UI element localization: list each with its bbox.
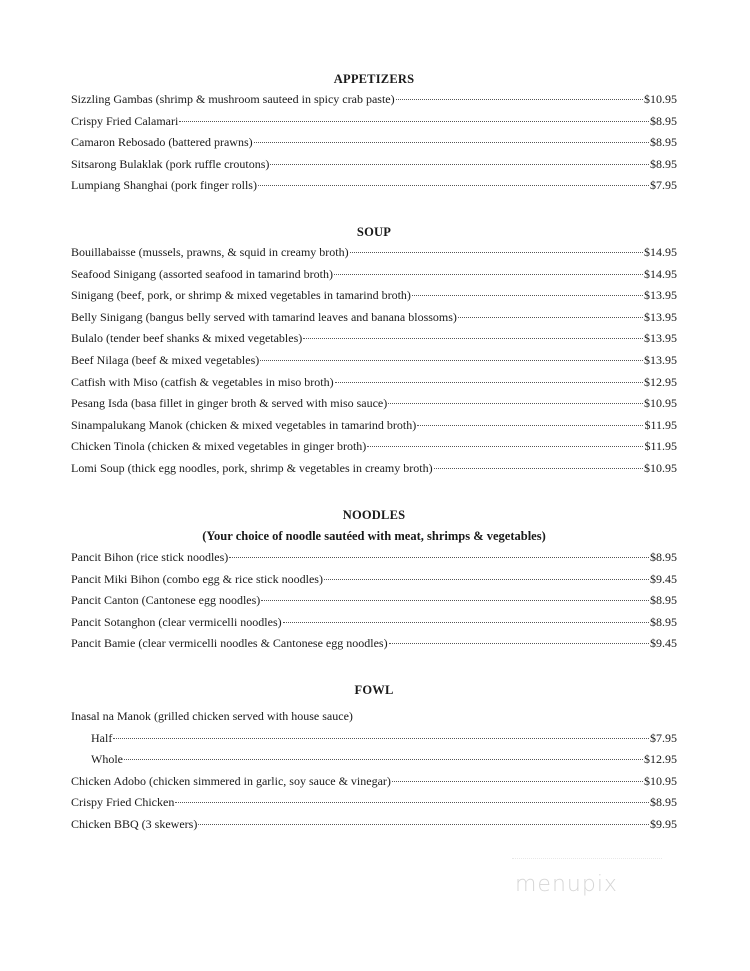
section-subtitle: (Your choice of noodle sautéed with meat, shrimps & vegetables) (202, 529, 546, 543)
item-name: Inasal na Manok (grilled chicken served with house sauce) (71, 709, 353, 723)
menu-item-variant (71, 749, 677, 771)
dot-leader (260, 360, 643, 361)
menu-item (71, 328, 677, 350)
menu-item (71, 792, 677, 814)
item-price: $8.95 (650, 795, 677, 810)
menu-item (71, 458, 677, 480)
item-name: Pancit Canton (Cantonese egg noodles) (71, 593, 261, 608)
dot-leader (254, 142, 649, 143)
item-price: $8.95 (650, 593, 677, 608)
item-name: Crispy Fried Calamari (71, 113, 179, 128)
item-name: Whole (91, 752, 123, 767)
item-price: $12.95 (644, 374, 677, 389)
item-name: Sizzling Gambas (shrimp & mushroom sauteed in spicy crab paste) (71, 92, 395, 106)
item-name: Sinampalukang Manok (chicken & mixed vegetables in tamarind broth) (71, 417, 417, 432)
item-price: $8.95 (650, 156, 677, 171)
dot-leader (324, 579, 649, 580)
menu-item (71, 242, 677, 264)
item-price: $10.95 (644, 773, 677, 788)
dot-leader (335, 382, 643, 383)
item-name: Crispy Fried Chicken (71, 795, 175, 810)
item-name: Bulalo (tender beef shanks & mixed vegetables) (71, 331, 303, 346)
menu-item (71, 89, 677, 111)
dot-leader (367, 446, 643, 447)
menu-item-variant (71, 728, 677, 750)
menu-item (71, 547, 677, 569)
item-price: $9.45 (650, 571, 677, 586)
menu-item (71, 814, 677, 836)
menu-item (71, 350, 677, 372)
dot-leader (303, 338, 643, 339)
menu-item (71, 111, 677, 133)
dot-leader (124, 759, 643, 760)
item-price: $13.95 (644, 288, 677, 303)
item-price: $8.95 (650, 135, 677, 150)
section-noodles (71, 505, 677, 655)
section-soup (71, 222, 677, 480)
menu-item (71, 590, 677, 612)
menu-item (71, 154, 677, 176)
menu-item (71, 285, 677, 307)
watermark-divider (512, 858, 662, 860)
dot-leader (175, 802, 649, 803)
item-name: Half (91, 730, 113, 745)
menu-item (71, 633, 677, 655)
item-price: $7.95 (650, 178, 677, 193)
item-price: $10.95 (644, 396, 677, 411)
item-price: $9.45 (650, 636, 677, 651)
dot-leader (283, 622, 649, 623)
menu-item (71, 612, 677, 634)
item-name: Pesang Isda (basa fillet in ginger broth & served with miso sauce) (71, 396, 388, 411)
menu-item (71, 264, 677, 286)
menu-item-group (71, 706, 677, 728)
dot-leader (388, 403, 643, 404)
menu-item (71, 393, 677, 415)
item-name: Lomi Soup (thick egg noodles, pork, shrimp & vegetables in creamy broth) (71, 460, 433, 475)
item-name: Seafood Sinigang (assorted seafood in tamarind broth) (71, 266, 333, 281)
item-name: Belly Sinigang (bangus belly served with tamarind leaves and banana blossoms) (71, 309, 457, 324)
item-price: $8.95 (650, 614, 677, 629)
item-name: Pancit Miki Bihon (combo egg & rice stick noodles) (71, 571, 323, 586)
dot-leader (389, 643, 649, 644)
item-price: $8.95 (650, 550, 677, 564)
item-name: Camaron Rebosado (battered prawns) (71, 135, 253, 150)
section-title: FOWL (354, 683, 394, 697)
item-name: Pancit Sotanghon (clear vermicelli noodles) (71, 614, 282, 629)
item-name: Sinigang (beef, pork, or shrimp & mixed vegetables in tamarind broth) (71, 288, 411, 303)
item-name: Chicken Adobo (chicken simmered in garlic, soy sauce & vinegar) (71, 773, 391, 788)
item-price: $9.95 (650, 816, 677, 831)
item-price: $12.95 (644, 752, 677, 767)
item-name: Bouillabaisse (mussels, prawns, & squid in creamy broth) (71, 245, 349, 259)
section-fowl (71, 680, 677, 836)
dot-leader (334, 274, 643, 275)
dot-leader (229, 557, 649, 558)
dot-leader (412, 295, 643, 296)
section-title: NOODLES (342, 508, 406, 522)
item-price: $8.95 (650, 113, 677, 128)
item-name: Pancit Bamie (clear vermicelli noodles & Cantonese egg noodles) (71, 636, 388, 651)
item-name: Pancit Bihon (rice stick noodles) (71, 550, 229, 564)
dot-leader (261, 600, 649, 601)
menu-item (71, 771, 677, 793)
item-price: $13.95 (644, 331, 677, 346)
dot-leader (270, 164, 649, 165)
menu-item (71, 569, 677, 591)
menu-item (71, 132, 677, 154)
watermark-logo: menupix (515, 872, 618, 897)
dot-leader (198, 824, 649, 825)
dot-leader (179, 121, 649, 122)
section-appetizers (71, 69, 677, 197)
item-price: $13.95 (644, 352, 677, 367)
dot-leader (113, 738, 649, 739)
item-price: $10.95 (644, 92, 677, 106)
item-price: $10.95 (644, 460, 677, 475)
item-price: $7.95 (650, 730, 677, 745)
item-name: Beef Nilaga (beef & mixed vegetables) (71, 352, 260, 367)
section-title: APPETIZERS (333, 72, 415, 86)
dot-leader (434, 468, 643, 469)
menu-item (71, 175, 677, 197)
item-price: $14.95 (644, 245, 677, 259)
dot-leader (458, 317, 643, 318)
section-title: SOUP (356, 225, 392, 239)
menu-item (71, 307, 677, 329)
dot-leader (258, 185, 649, 186)
menu-item (71, 372, 677, 394)
item-name: Sitsarong Bulaklak (pork ruffle croutons) (71, 156, 270, 171)
item-name: Lumpiang Shanghai (pork finger rolls) (71, 178, 257, 193)
item-price: $14.95 (644, 266, 677, 281)
dot-leader (392, 781, 643, 782)
item-price: $11.95 (644, 417, 677, 432)
menu-item (71, 415, 677, 437)
dot-leader (350, 252, 643, 253)
item-name: Chicken BBQ (3 skewers) (71, 816, 198, 831)
dot-leader (396, 99, 643, 100)
item-name: Catfish with Miso (catfish & vegetables in miso broth) (71, 374, 334, 389)
item-price: $11.95 (644, 439, 677, 454)
item-name: Chicken Tinola (chicken & mixed vegetables in ginger broth) (71, 439, 367, 454)
menu-item (71, 436, 677, 458)
item-price: $13.95 (644, 309, 677, 324)
dot-leader (417, 425, 643, 426)
